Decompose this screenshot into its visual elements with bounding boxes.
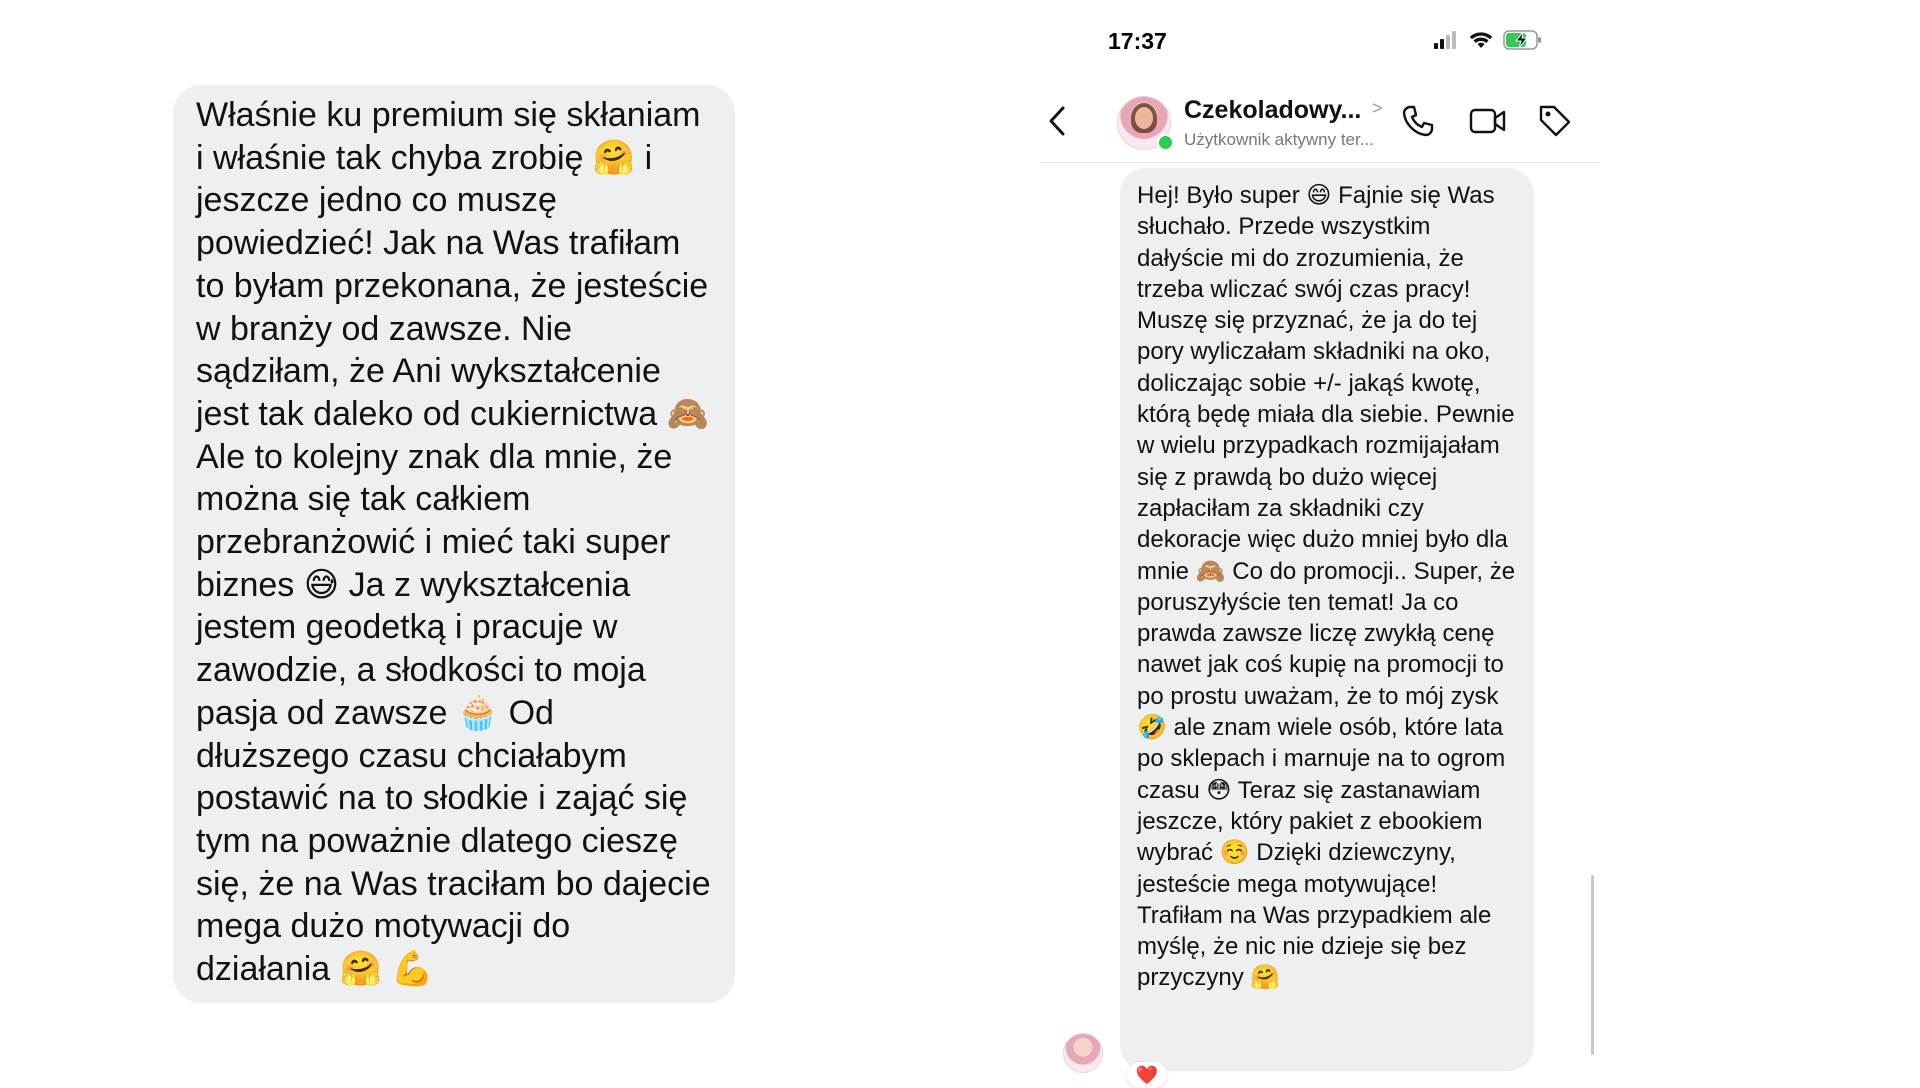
chevron-left-icon xyxy=(1047,105,1067,142)
scrollbar[interactable] xyxy=(1591,875,1594,1055)
video-call-button[interactable] xyxy=(1468,106,1508,140)
status-icons xyxy=(1433,30,1543,55)
battery-charging-icon xyxy=(1503,30,1543,55)
contact-name[interactable]: Czekoladowy... xyxy=(1184,96,1362,124)
contact-status: Użytkownik aktywny ter... xyxy=(1184,130,1374,149)
phone-icon xyxy=(1401,104,1435,143)
heart-reaction[interactable]: ❤️ xyxy=(1127,1062,1167,1088)
right-message-bubble xyxy=(1120,168,1534,1071)
tag-button[interactable] xyxy=(1538,106,1572,140)
sender-avatar[interactable] xyxy=(1063,1033,1103,1073)
online-indicator xyxy=(1157,134,1174,151)
status-bar xyxy=(1030,22,1590,62)
left-message-bubble xyxy=(173,85,735,1003)
wifi-icon xyxy=(1469,31,1493,54)
cellular-signal-icon xyxy=(1433,31,1459,54)
tag-icon xyxy=(1538,104,1572,143)
chat-header xyxy=(1040,92,1600,163)
chevron-right-icon: > xyxy=(1372,98,1383,118)
video-camera-icon xyxy=(1469,106,1507,141)
call-button[interactable] xyxy=(1401,106,1435,140)
left-message-text: Właśnie ku premium się skłaniam i właśnie tak chyba zrobię 🤗 i jeszcze jedno co muszę powiedzieć! Jak na Was trafiłam to byłam przekonana, że jesteście w branży od zawsze. Nie sądziłam, że Ani wykształcenie jest tak daleko od cukiernictwa 🙈 Ale to kolejny znak dla mnie, że można się tak całkiem przebranżowić i mieć taki super biznes 😅 Ja z wykształcenia jestem geodetką i pracuje w zawodzie, a słodkości to moja pasja od zawsze 🧁 Od dłuższego czasu chciałabym postawić na to słodkie i zająć się tym na poważnie dlatego cieszę się, że na Was traciłam bo dajecie mega dużo motywacji do działania 🤗 💪 xyxy=(196,96,711,989)
status-time: 17:37 xyxy=(1108,28,1167,54)
right-message-text: Hej! Było super 😄 Fajnie się Was słuchało. Przede wszystkim dałyście mi do zrozumienia, że trzeba wliczać swój czas pracy! Muszę się przyznać, że ja do tej pory wyliczałam składniki na oko, doliczając sobie +/- jakąś kwotę, którą będę miała dla siebie. Pewnie w wielu przypadkach rozmijajałam się z prawdą bo dużo więcej zapłaciłam za składniki czy dekoracje więc dużo mniej było dla mnie 🙈 Co do promocji.. Super, że poruszyłyście ten temat! Ja co prawda zawsze liczę zwykłą cenę nawet jak coś kupię na promocji to po prostu uważam, że to mój zysk 🤣 ale znam wiele osób, które lata po sklepach i marnuje na to ogrom czasu 😳 Teraz się zastanawiam jeszcze, który pakiet z ebookiem wybrać ☺️ Dzięki dziewczyny, jesteście mega motywujące! Trafiłam na Was przypadkiem ale myślę, że nic nie dzieje się bez przyczyny 🤗 xyxy=(1137,182,1516,992)
back-button[interactable] xyxy=(1040,106,1074,140)
